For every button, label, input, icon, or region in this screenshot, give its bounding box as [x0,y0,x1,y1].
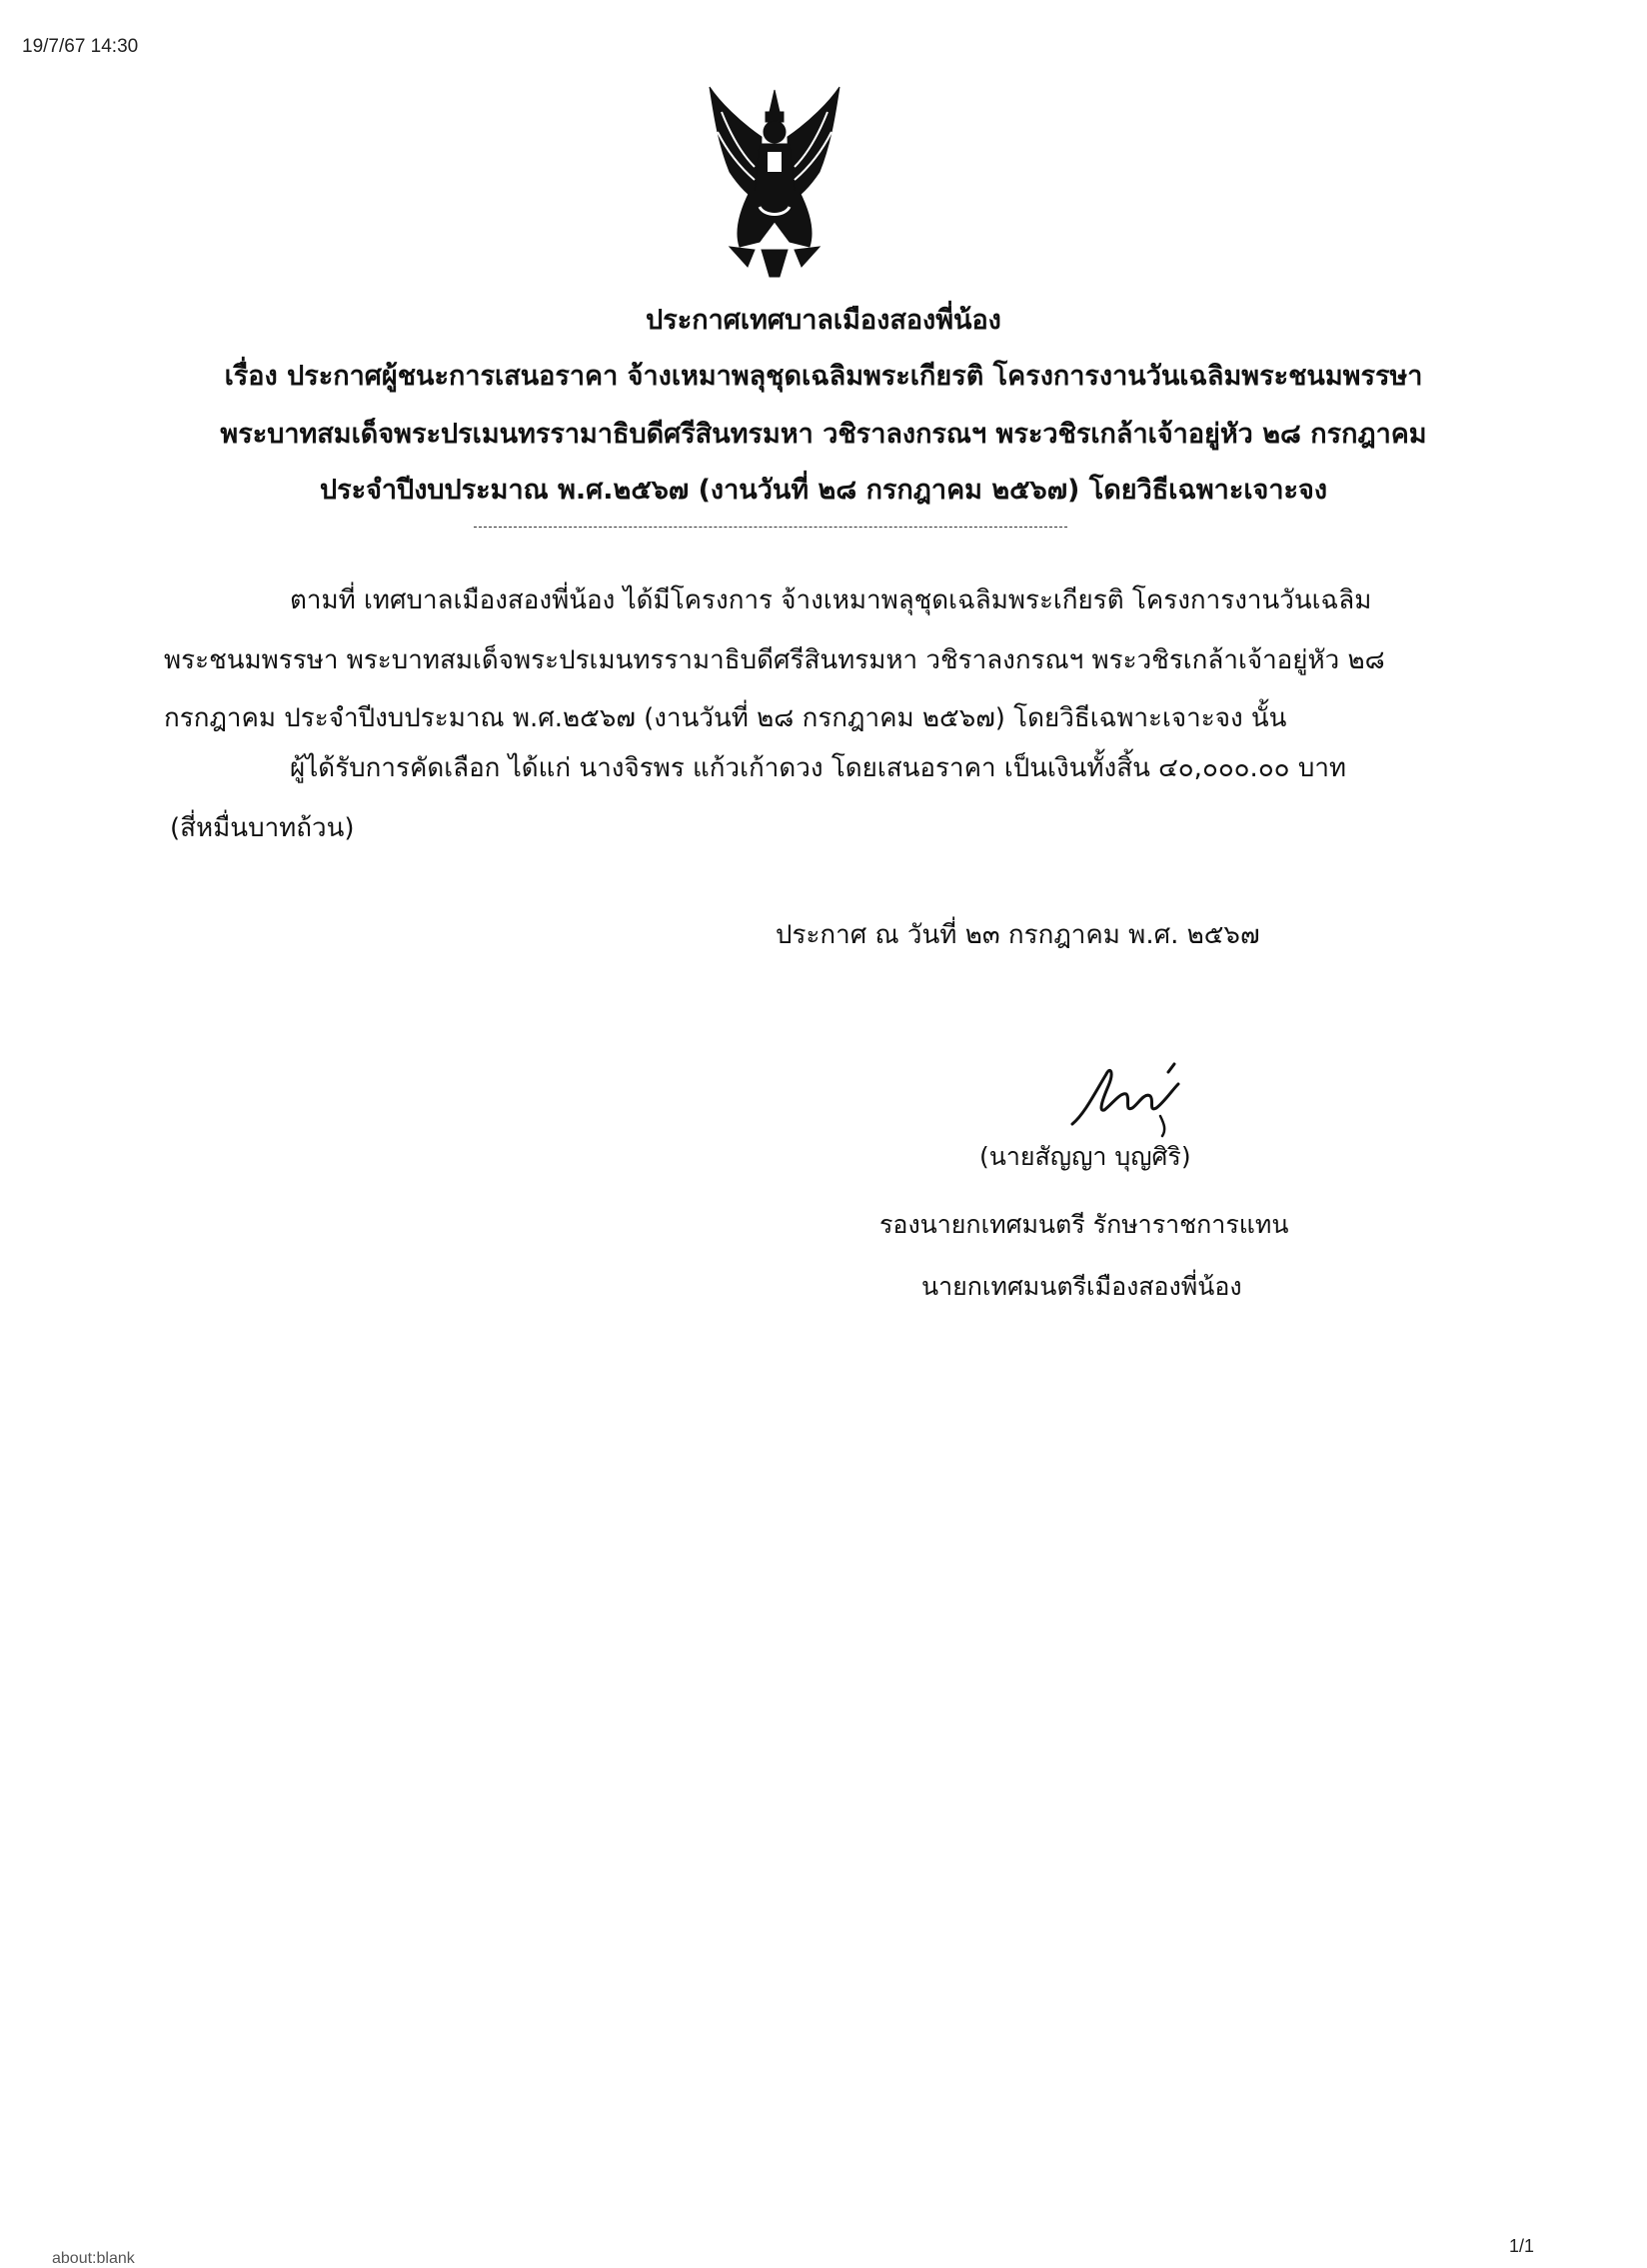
subject-line-1: เรื่อง ประกาศผู้ชนะการเสนอราคา จ้างเหมาพลุชุดเฉลิมพระเกียรติ โครงการงานวันเฉลิมพระชนมพรรษา [224,361,1423,392]
signatory-position-1: รองนายกเทศมนตรี รักษาราชการแทน [879,1210,1289,1239]
subject-line-3: ประจำปีงบประมาณ พ.ศ.๒๕๖๗ (งานวันที่ ๒๘ กรกฎาคม ๒๕๖๗) โดยวิธีเฉพาะเจาะจง [319,475,1328,506]
announcement-date: ประกาศ ณ วันที่ ๒๓ กรกฎาคม พ.ศ. ๒๕๖๗ [776,920,1260,950]
subject-line-2: พระบาทสมเด็จพระปรเมนทรรามาธิบดีศรีสินทรมหา วชิราลงกรณฯ พระวชิรเกล้าเจ้าอยู่หัว ๒๘ กรกฎาคม [220,419,1427,450]
body-paragraph-1-line-2: พระชนมพรรษา พระบาทสมเด็จพระปรเมนทรรามาธิบดีศรีสินทรมหา วชิราลงกรณฯ พระวชิรเกล้าเจ้าอยู่หัว ๒๘ [164,645,1385,675]
heading-divider [474,527,1067,528]
body-paragraph-1-line-3: กรกฎาคม ประจำปีงบประมาณ พ.ศ.๒๕๖๗ (งานวันที่ ๒๘ กรกฎาคม ๒๕๖๗) โดยวิธีเฉพาะเจาะจง นั้น [164,703,1287,733]
body-paragraph-2-line-2: (สี่หมื่นบาทถ้วน) [170,813,355,843]
document-heading: ประกาศเทศบาลเมืองสองพี่น้อง [646,305,1001,336]
page-number: 1/1 [1509,2236,1535,2256]
body-paragraph-1-line-1: ตามที่ เทศบาลเมืองสองพี่น้อง ได้มีโครงการ จ้างเหมาพลุชุดเฉลิมพระเกียรติ โครงการงานวันเฉลิม [290,585,1372,615]
signatory-position-2: นายกเทศมนตรีเมืองสองพี่น้อง [921,1272,1242,1301]
footer-url: about:blank [52,2250,135,2267]
body-paragraph-2-line-1: ผู้ได้รับการคัดเลือก ได้แก่ นางจิรพร แก้วเก้าดวง โดยเสนอราคา เป็นเงินทั้งสิ้น ๔๐,๐๐๐.๐๐ บาท [290,753,1347,783]
print-timestamp: 19/7/67 14:30 [22,36,139,57]
handwritten-signature [1064,1054,1204,1144]
garuda-emblem-icon [700,82,849,282]
signatory-name: (นายสัญญา บุญศิริ) [979,1142,1191,1171]
